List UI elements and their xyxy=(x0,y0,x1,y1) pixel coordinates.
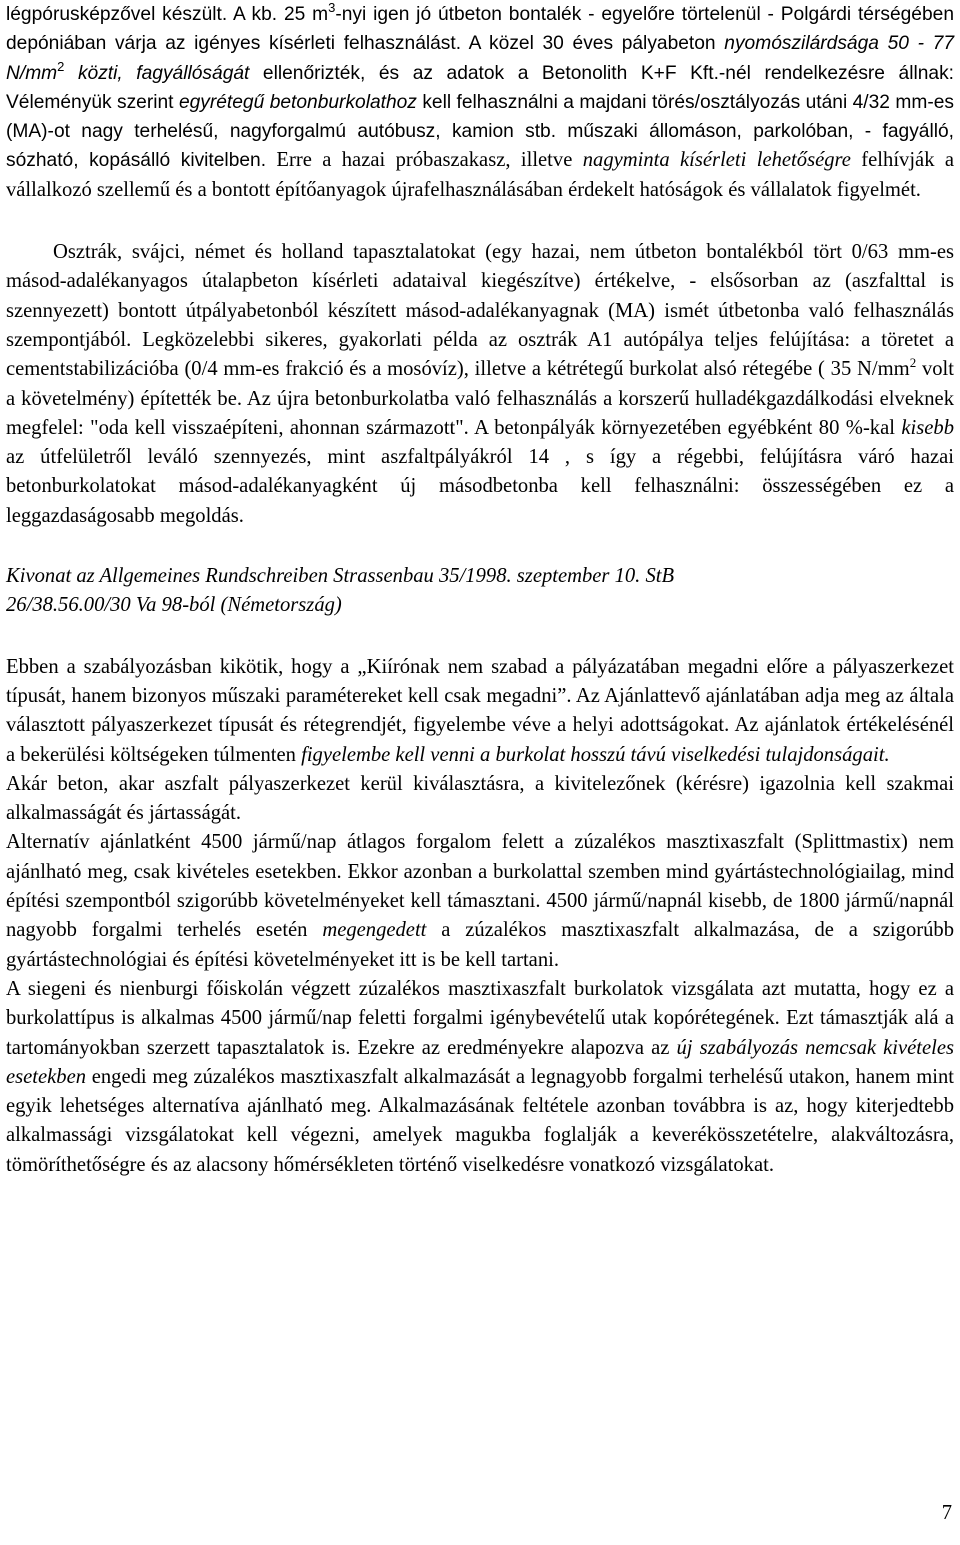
italic-text: nyomószilárdsága 50 - 77 N/mm xyxy=(6,33,954,84)
italic-text: új szabályozás nemcsak kivételes esetekben xyxy=(6,1036,954,1088)
italic-text: figyelembe kell venni a burkolat hosszú távú viselkedési tulajdonságait. xyxy=(301,743,890,766)
page-number: 7 xyxy=(941,1502,952,1524)
text-run: Alternatív ajánlatként 4500 jármű/nap átlagos forgalom felett a zúzalékos masztixaszfalt (Splittmastix) nem ajánlható meg, csak kivételes esetekben. Ekkor azonban a burkolattal szemben mind gyártástechnológiailag, mind építési szempontból szigorúbb követelményeket kell támasztani. 4500 jármű/napnál kisebb, de 1800 jármű/napnál nagyobb forgalmi terhelés esetén xyxy=(6,831,954,942)
italic-text: kisebb xyxy=(901,416,954,439)
text-run: volt a követelmény) építették be. Az újra betonburkolatba való felhasználás a korszerű hulladékgazdálkodási elveknek megfelel: "oda kell visszaépíteni, ahonnan származott". A betonpályák környezetében egyébként 80 %-kal xyxy=(6,358,954,439)
italic-text: nagyminta kísérleti lehetőségre xyxy=(582,149,851,172)
text-run: az útfelületről leváló szennyezés, mint aszfaltpályákról 14 , s így a régebbi, felújításra váró hazai betonburkolatokat másod-adalékanyagként új másodbetonba kell felhasználni: összességében ez a leggazdaságosabb megoldás. xyxy=(6,446,954,527)
italic-text: egyrétegű betonburkolathoz xyxy=(178,91,417,113)
text-run: Ebben a szabályozásban kikötik, hogy a „Kiírónak nem szabad a pályázatában megadni előre a pályaszerkezet típusát, hanem bizonyos műszaki paramétereket kell csak megadni”. Az Ajánlattevő ajánlatában adja meg az általa választott pályaszerkezet típusát és rétegrendjét, figyelembe véve a helyi adottságokat. Az ajánlatok értékelésénél a bekerülési költségeken túlmenten xyxy=(6,655,954,766)
text-run: felhívják a vállalkozó szellemű és a bontott építőanyagok újrafelhasználásában érdekelt hatóságok és vállalatok figyelmét. xyxy=(6,149,955,201)
text-run: A siegeni és nienburgi főiskolán végzett zúzalékos masztixaszfalt burkolatok vizsgálata azt mutatta, hogy ez a burkolattípus is alkalmas 4500 jármű/nap feletti forgalmi igénybevételű utak kopórétegének. Ezt támasztják alá a tartományokban szerzett tapasztalatok is. Ezekre az eredményekre alapozva az xyxy=(6,977,954,1059)
paragraph-regulation xyxy=(6,653,954,770)
section-heading xyxy=(6,562,954,621)
heading-line: Kivonat az Allgemeines Rundschreiben Strassenbau 35/1998. szeptember 10. StB xyxy=(6,565,675,588)
superscript: 2 xyxy=(57,58,65,74)
text-run: a zúzalékos masztixaszfalt alkalmazása, de a szigorúbb gyártástechnológiai és építési követelményeket itt is be kell tartani. xyxy=(6,919,954,971)
paragraph-alternative-offer xyxy=(6,828,954,974)
text-run: -nyi igen jó útbeton bontalék - egyelőre törtelenül - Polgárdi térségében depóniában várja az igényes kísérleti felhasználást. A közel 30 éves pályabeton xyxy=(6,4,954,55)
text-run: Osztrák, svájci, német és holland tapasztalatokat (egy hazai, nem útbeton bontalékból tört 0/63 mm-es másod-adalékanyagos útalapbeton kísérleti adataival kiegészítve) értékelve, - elsősorban az (aszfalttal is szennyezett) bontott útpályabetonból készített másod-adalékanyagnak (MA) ismét útbetonba való felhasználás szempontjából. Legközelebbi sikeres, gyakorlati példa az osztrák A1 autópálya teljes felújítása: a töretet a cementstabilizációba (0/4 mm-es frakció és a mosóvíz), illetve a kétrétegű burkolat alsó rétegébe ( 35 N/mm xyxy=(6,241,954,381)
text-run: légpórusképzővel készült. A kb. 25 m xyxy=(6,4,329,25)
italic-text: megengedett xyxy=(322,919,427,942)
text-run: Erre a hazai próbaszakasz, illetve xyxy=(266,149,583,172)
paragraph-international-experience xyxy=(6,238,954,531)
paragraph-contractor: Akár beton, akar aszfalt pályaszerkezet kerül kiválasztásra, a kivitelezőnek (kérésre) igazolnia kell szakmai alkalmasságát és jártasságát. xyxy=(6,772,954,825)
italic-text: közti, fagyállóságát xyxy=(64,62,250,84)
paragraph-research xyxy=(6,975,954,1180)
heading-line: 26/38.56.00/30 Va 98-ból (Németország) xyxy=(6,594,342,617)
text-run: ellenőrizték, és az adatok a Betonolith K+F Kft.-nél rendelkezésre állnak: Véleményük szerint xyxy=(6,62,954,113)
text-run: engedi meg zúzalékos masztixaszfalt alkalmazását a legnagyobb forgalmi terhelésű utakon, hanem mint egyik lehetséges alternatíva ajánlható meg. Alkalmazásának feltétele azonban továbbra is az, hogy kiterjedtebb alkalmassági vizsgálatokat kell végezni, amelyek magukba foglalják a keverékösszetételre, alakváltozásra, tömöríthetőségre és az alacsony hőmérsékleten történő viselkedésre vonatkozó vizsgálatokat. xyxy=(6,1065,954,1176)
document-page xyxy=(6,0,954,1180)
text-run: kell felhasználni a majdani törés/osztályozás utáni 4/32 mm-es (MA)-ot nagy terhelésű, nagyforgalmú autóbusz, kamion stb. műszaki állomáson, parkolóban, - fagyálló, sózható, kopásálló kivitelben. xyxy=(6,91,954,172)
paragraph-concrete-rubble xyxy=(6,0,954,205)
superscript: 2 xyxy=(909,355,917,371)
superscript: 3 xyxy=(328,0,336,15)
